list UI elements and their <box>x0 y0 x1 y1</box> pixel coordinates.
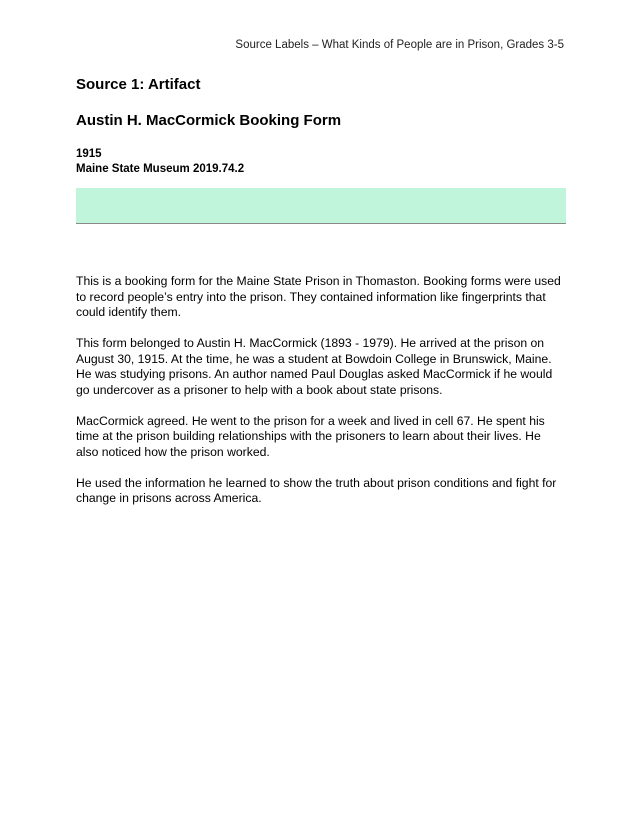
content-area <box>76 76 566 522</box>
body-paragraph: MacCormick agreed. He went to the prison for a week and lived in cell 67. He spent his time at the prison building relationships with the prisoners to learn about their lives. He also noticed how the prison worked. <box>76 413 545 459</box>
artifact-collection: Maine State Museum 2019.74.2 <box>76 163 245 175</box>
running-header: Source Labels – What Kinds of People are in Prison, Grades 3-5 <box>235 39 564 51</box>
artifact-title: Austin H. MacCormick Booking Form <box>76 112 342 129</box>
body-paragraph: This form belonged to Austin H. MacCormick (1893 - 1979). He arrived at the prison on August 30, 1915. At the time, he was a student at Bowdoin College in Brunswick, Maine. He was studying prisons. An author named Paul Douglas asked MacCormick if he would go undercover as a prisoner to help with a book about state prisons. <box>76 336 553 397</box>
body-paragraph: He used the information he learned to show the truth about prison conditions and fight for change in prisons across America. <box>76 475 557 505</box>
artifact-meta <box>76 147 566 177</box>
body-text <box>76 274 566 507</box>
artifact-year: 1915 <box>76 148 102 160</box>
body-paragraph: This is a booking form for the Maine State Prison in Thomaston. Booking forms were used to record people’s entry into the prison. They contained information like fingerprints that could identify them. <box>76 274 561 319</box>
artifact-image-placeholder <box>76 188 566 224</box>
source-heading: Source 1: Artifact <box>76 76 201 93</box>
